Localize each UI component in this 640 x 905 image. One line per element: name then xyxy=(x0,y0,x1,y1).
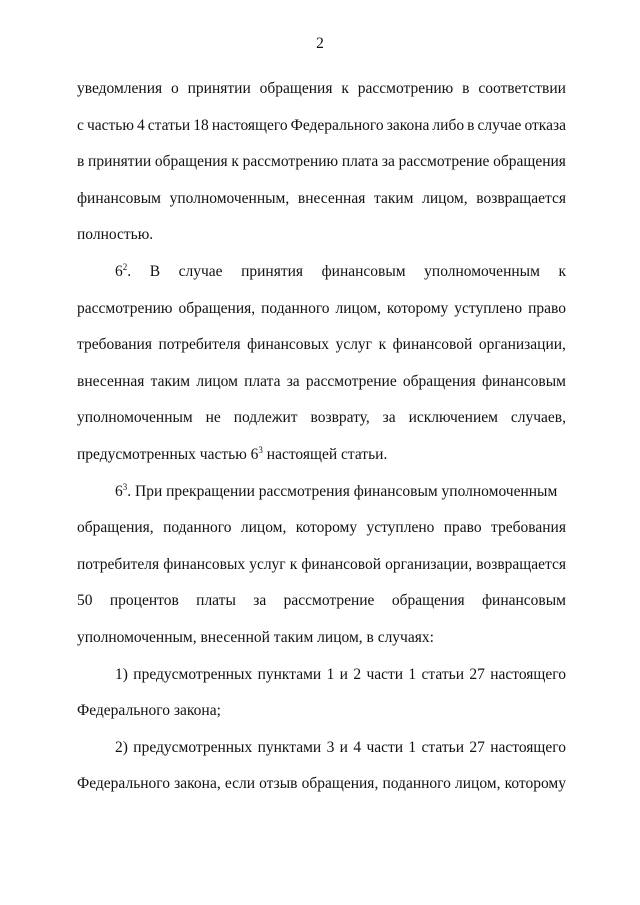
word: рассмотрение xyxy=(398,153,490,171)
word: обращения xyxy=(402,372,476,390)
word: плата xyxy=(341,153,379,171)
word: случаев, xyxy=(510,409,566,427)
text-line xyxy=(77,364,566,401)
text-line: уполномоченным, внесенной таким лицом, в случаях: xyxy=(77,628,434,646)
word: обращения xyxy=(493,153,566,171)
word: Федерального xyxy=(290,116,384,134)
word: Федерального xyxy=(77,775,171,793)
list-item-1 xyxy=(77,657,566,730)
text-line xyxy=(77,327,566,364)
word: в xyxy=(77,153,85,171)
paragraph-number: $6^2$. xyxy=(115,261,132,280)
paragraph-6-3 xyxy=(77,474,566,657)
word: которому xyxy=(504,775,566,793)
document-body xyxy=(77,71,566,803)
word: 2) xyxy=(115,738,128,756)
word: лицом, xyxy=(422,189,468,207)
word: предусмотренных xyxy=(133,665,253,683)
word: настоящего xyxy=(211,116,288,134)
word: финансовой xyxy=(301,555,382,573)
paragraph-6-2 xyxy=(77,254,566,474)
word: обращения xyxy=(259,80,333,97)
word: финансовых xyxy=(163,555,246,573)
text-line xyxy=(77,181,566,218)
word: рассмотрение xyxy=(305,372,397,390)
word: 27 xyxy=(469,665,485,683)
word: обращения xyxy=(391,592,465,610)
word: пунктами xyxy=(257,738,322,756)
word: либо xyxy=(432,116,465,134)
word: рассмотрению xyxy=(242,153,339,171)
word: обращения, xyxy=(178,299,256,317)
text-line xyxy=(77,766,566,803)
word: поданного xyxy=(382,775,451,793)
word: возвращается xyxy=(476,555,566,573)
word: рассмотрение xyxy=(283,592,375,610)
word: исключением xyxy=(408,409,498,427)
word: части xyxy=(366,665,404,683)
word: которому xyxy=(295,519,358,537)
word: 2 xyxy=(353,665,362,683)
word: потребителя xyxy=(158,336,241,354)
word: закона, xyxy=(174,775,221,793)
text-line: Федерального закона; xyxy=(77,702,221,720)
word: 1 xyxy=(408,665,417,683)
word: организации, xyxy=(385,555,473,573)
word: 1) xyxy=(115,665,128,683)
word: возвращается xyxy=(476,189,566,207)
word: 27 xyxy=(469,738,485,756)
word: закона xyxy=(386,116,430,134)
word: к xyxy=(231,153,239,171)
paragraph-first-line: $6^3$. При прекращении рассмотрения финансовым уполномоченным xyxy=(115,481,558,500)
word: за xyxy=(382,409,396,427)
text-line xyxy=(77,144,566,181)
word: лицом, xyxy=(240,519,287,537)
word: финансовым xyxy=(481,372,566,390)
word: рассмотрению xyxy=(77,299,173,317)
word: лицом xyxy=(196,372,238,390)
paragraph-first-line xyxy=(77,254,566,291)
word: к xyxy=(341,80,349,97)
word: за xyxy=(286,372,300,390)
word: к xyxy=(558,262,566,280)
word: платы xyxy=(196,592,236,610)
paragraph-continuation xyxy=(77,71,566,254)
word: статьи xyxy=(421,738,464,756)
word: уведомления xyxy=(77,80,163,97)
word: принятия xyxy=(241,262,304,280)
word: услуг xyxy=(335,336,373,354)
word: 1 xyxy=(326,665,335,683)
word: статьи xyxy=(421,665,464,683)
word: в xyxy=(462,80,470,97)
word: уполномоченным, xyxy=(169,189,290,207)
word: случае xyxy=(178,262,223,280)
word: в xyxy=(467,116,475,134)
word: поданного xyxy=(163,519,232,537)
word: 50 xyxy=(77,592,93,610)
word: не xyxy=(205,409,221,427)
word: финансовых xyxy=(247,336,330,354)
text-line: полностью. xyxy=(77,226,154,244)
word: внесенная xyxy=(77,372,145,390)
word: поданного xyxy=(261,299,330,317)
word: за xyxy=(381,153,395,171)
word: лицом, xyxy=(455,775,501,793)
word: за xyxy=(253,592,267,610)
word: услуг xyxy=(249,555,286,573)
word: к xyxy=(289,555,298,573)
word: возврату, xyxy=(310,409,370,427)
word: предусмотренных xyxy=(133,738,253,756)
word: отказа xyxy=(524,116,566,134)
word: рассмотрению xyxy=(357,80,454,97)
word: настоящего xyxy=(490,665,566,683)
word: требования xyxy=(491,519,566,537)
word: организации, xyxy=(478,336,566,354)
text-line xyxy=(77,291,566,328)
word: обращения xyxy=(154,153,228,171)
word: внесенная xyxy=(297,189,366,207)
word: лицом, xyxy=(335,299,381,317)
word: таким xyxy=(374,189,414,207)
word: с xyxy=(77,116,84,134)
word: статьи xyxy=(147,116,191,134)
word: уполномоченным xyxy=(77,409,193,427)
text-line xyxy=(77,108,566,145)
word: плата xyxy=(244,372,281,390)
word: уполномоченным xyxy=(424,262,540,280)
word: право xyxy=(443,519,482,537)
word: частью xyxy=(86,116,134,134)
word: потребителя xyxy=(77,555,160,573)
word: право xyxy=(528,299,566,317)
text-line xyxy=(77,583,566,620)
word: если xyxy=(224,775,256,793)
word: уступлено xyxy=(366,519,435,537)
word: и xyxy=(339,738,348,756)
word: В xyxy=(149,262,161,280)
word: уступлено xyxy=(454,299,523,317)
word: отзыв xyxy=(259,775,298,793)
word: процентов xyxy=(109,592,179,610)
word: 3 xyxy=(326,738,335,756)
word: 4 xyxy=(353,738,362,756)
word: 4 xyxy=(136,116,145,134)
word: которому xyxy=(386,299,449,317)
word: финансовой xyxy=(392,336,473,354)
word: подлежит xyxy=(233,409,298,427)
text-line xyxy=(77,657,566,694)
text-line: предусмотренных частью $6^3$ настоящей статьи. xyxy=(77,444,388,463)
word: о xyxy=(171,80,179,97)
word: настоящего xyxy=(490,738,566,756)
word: финансовым xyxy=(321,262,406,280)
text-line xyxy=(77,730,566,767)
list-item-2 xyxy=(77,730,566,803)
text-line xyxy=(77,71,566,108)
word: случае xyxy=(477,116,522,134)
paragraph-number: $6^3$ xyxy=(115,481,128,500)
word: принятии xyxy=(187,80,251,97)
page-number: 2 xyxy=(316,35,324,52)
word: 18 xyxy=(193,116,209,134)
word: принятии xyxy=(88,153,152,171)
word: соответствии xyxy=(478,80,566,97)
word: 1 xyxy=(408,738,417,756)
word: требования xyxy=(77,336,152,354)
word: обращения, xyxy=(301,775,379,793)
word: и xyxy=(339,665,348,683)
word: финансовым xyxy=(482,592,566,610)
word: финансовым xyxy=(77,189,161,207)
text-line xyxy=(77,400,566,437)
word: пунктами xyxy=(257,665,322,683)
text-line xyxy=(77,547,566,584)
word: части xyxy=(366,738,404,756)
word: таким xyxy=(150,372,191,390)
word: к xyxy=(378,336,387,354)
word: обращения, xyxy=(77,519,154,537)
text-line xyxy=(77,510,566,547)
